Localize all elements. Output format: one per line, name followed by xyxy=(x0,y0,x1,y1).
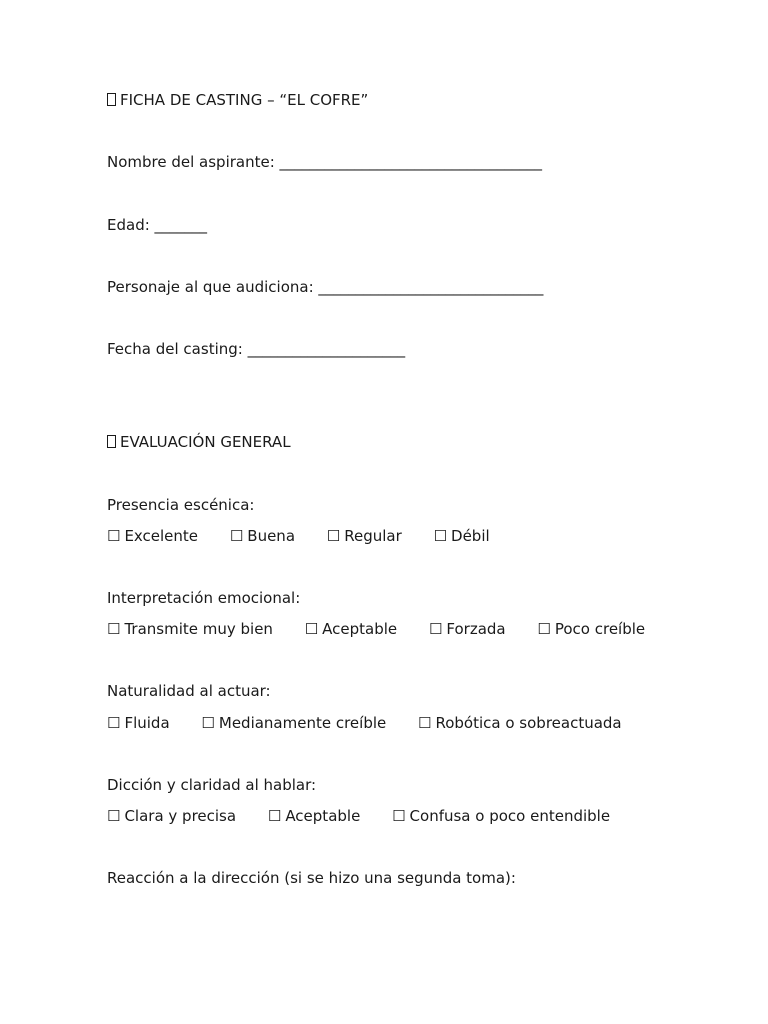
option-label: Clara y precisa xyxy=(124,807,237,825)
option-label: Transmite muy bien xyxy=(124,620,273,638)
form-title xyxy=(107,91,368,109)
checkbox-icon[interactable]: ☐ xyxy=(201,714,215,732)
option-label: Excelente xyxy=(124,527,199,545)
option-checkbox[interactable] xyxy=(392,807,610,825)
option-checkbox[interactable] xyxy=(537,620,645,638)
option-label: Aceptable xyxy=(285,807,361,825)
option-checkbox[interactable] xyxy=(429,620,506,638)
option-checkbox[interactable] xyxy=(201,714,386,732)
option-checkbox[interactable] xyxy=(305,620,397,638)
checkbox-icon[interactable]: ☐ xyxy=(428,620,443,638)
option-checkbox[interactable] xyxy=(107,807,236,825)
reaccion-label: Reacción a la dirección (si se hizo una segunda toma): xyxy=(107,869,516,887)
option-label: Fluida xyxy=(124,714,170,732)
checkbox-icon[interactable]: ☐ xyxy=(392,807,406,825)
criterion-options xyxy=(107,714,622,732)
checkbox-icon[interactable]: ☐ xyxy=(433,527,448,545)
criterion-options xyxy=(107,620,645,638)
criterion-label: Naturalidad al actuar: xyxy=(107,682,271,700)
casting-form-page xyxy=(107,0,747,1024)
checkbox-icon[interactable]: ☐ xyxy=(537,620,551,638)
checkbox-icon[interactable]: ☐ xyxy=(229,527,244,545)
checkbox-icon[interactable]: ☐ xyxy=(304,620,319,638)
nombre-field: Nombre del aspirante: ___________________________________ xyxy=(107,153,543,171)
personaje-field: Personaje al que audiciona: ______________________________ xyxy=(107,278,544,296)
option-checkbox[interactable] xyxy=(107,527,198,545)
criterion-options xyxy=(107,527,490,545)
option-checkbox[interactable] xyxy=(418,714,622,732)
fecha-field: Fecha del casting: _____________________ xyxy=(107,340,406,358)
option-label: Regular xyxy=(344,527,402,545)
option-label: Aceptable xyxy=(322,620,398,638)
criterion-label: Presencia escénica: xyxy=(107,496,255,514)
option-label: Forzada xyxy=(446,620,506,638)
evaluacion-heading xyxy=(107,433,291,451)
checkbox-icon[interactable]: ☐ xyxy=(418,714,432,732)
option-checkbox[interactable] xyxy=(327,527,402,545)
checkbox-icon[interactable]: ☐ xyxy=(107,714,121,732)
checkbox-icon[interactable]: ☐ xyxy=(107,527,121,545)
checkbox-icon[interactable]: ☐ xyxy=(267,807,282,825)
option-checkbox[interactable] xyxy=(268,807,360,825)
option-checkbox[interactable] xyxy=(230,527,295,545)
clapperboard-icon xyxy=(107,93,116,106)
option-label: Robótica o sobreactuada xyxy=(435,714,622,732)
checkbox-icon[interactable]: ☐ xyxy=(326,527,341,545)
option-label: Medianamente creíble xyxy=(218,714,387,732)
checkbox-icon[interactable]: ☐ xyxy=(107,807,121,825)
evaluacion-heading-text: EVALUACIÓN GENERAL xyxy=(120,433,291,451)
criterion-options xyxy=(107,807,610,825)
option-checkbox[interactable] xyxy=(107,620,273,638)
criterion-label: Interpretación emocional: xyxy=(107,589,301,607)
criterion-label: Dicción y claridad al hablar: xyxy=(107,776,317,794)
option-checkbox[interactable] xyxy=(434,527,490,545)
option-label: Buena xyxy=(247,527,296,545)
checkbox-icon[interactable]: ☐ xyxy=(107,620,121,638)
form-title-text: FICHA DE CASTING – “EL COFRE” xyxy=(120,91,369,109)
edad-field: Edad: _______ xyxy=(107,216,208,234)
option-label: Débil xyxy=(451,527,490,545)
option-checkbox[interactable] xyxy=(107,714,170,732)
option-label: Confusa o poco entendible xyxy=(409,807,611,825)
option-label: Poco creíble xyxy=(554,620,646,638)
star-icon xyxy=(107,435,116,448)
